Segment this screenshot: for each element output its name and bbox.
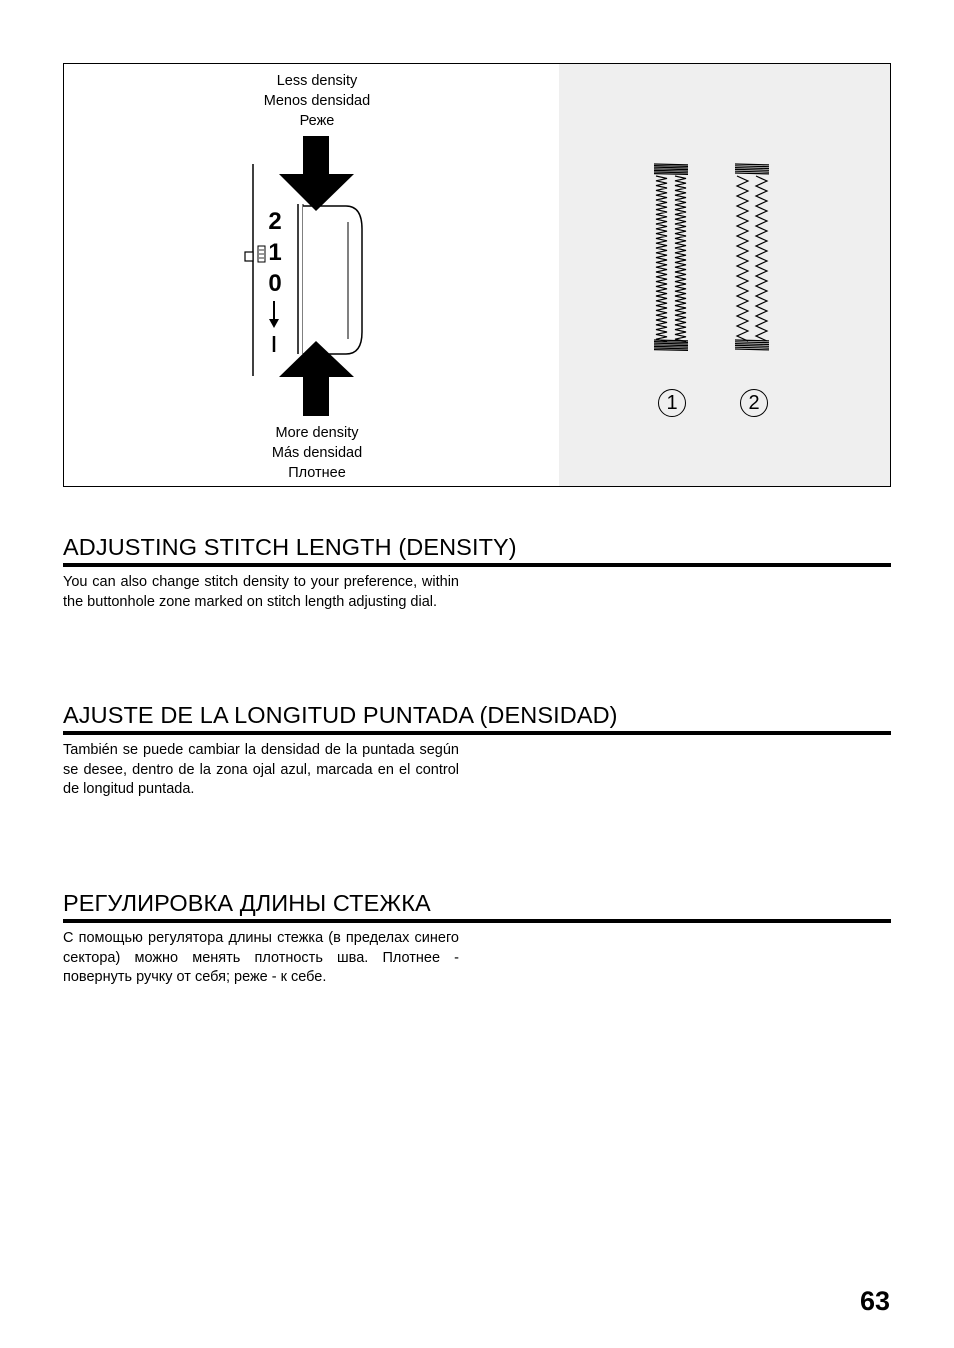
more-density-ru: Плотнее (288, 465, 346, 481)
buttonhole-sparse-stitch (735, 164, 769, 350)
more-density-label (217, 423, 417, 483)
section-russian (63, 889, 891, 988)
less-density-es: Menos densidad (263, 93, 371, 109)
section-english (63, 533, 891, 612)
section-title-spanish: AJUSTE DE LA LONGITUD PUNTADA (DENSIDAD) (63, 701, 891, 735)
less-density-arrow-icon (279, 136, 354, 211)
more-density-es: Más densidad (271, 445, 363, 461)
dial-number-2: 2 (268, 208, 282, 235)
stitch-label-2: 2 (740, 389, 768, 417)
dial-direction-arrow-icon (269, 301, 279, 328)
more-density-en: More density (275, 425, 359, 441)
buttonhole-zone-icon (258, 246, 265, 262)
buttonhole-dense-stitch (654, 164, 688, 350)
section-title-russian: РЕГУЛИРОВКА ДЛИНЫ СТЕЖКА (63, 889, 891, 923)
section-title-english: ADJUSTING STITCH LENGTH (DENSITY) (63, 533, 891, 567)
section-body-spanish: También se puede cambiar la densidad de la puntada según se desee, dentro de la zona ojal azul, marcada en el control de longitud puntada. (63, 742, 459, 797)
less-density-en: Less density (276, 73, 358, 89)
dial-indicator-mark (245, 252, 253, 261)
stitch-label-1: 1 (658, 389, 686, 417)
page-number: 63 (859, 1286, 890, 1316)
section-spanish (63, 701, 891, 800)
dial-number-0: 0 (268, 270, 282, 297)
less-density-ru: Реже (299, 113, 335, 129)
stitch-sample-panel (559, 64, 890, 486)
section-body-english: You can also change stitch density to your preference, within the buttonhole zone marked on stitch length adjusting dial. (63, 574, 459, 610)
buttonhole-stitch-samples (559, 64, 890, 486)
dial-figure (63, 63, 891, 487)
less-density-label (217, 71, 417, 131)
dial-number-1: 1 (268, 239, 282, 266)
section-body-russian: С помощью регулятора длины стежка (в пределах синего сектора) можно менять плотность шва. Плотнее - повернуть ручку от себя; реже - к себе. (63, 930, 459, 985)
dial-knob (303, 206, 362, 354)
